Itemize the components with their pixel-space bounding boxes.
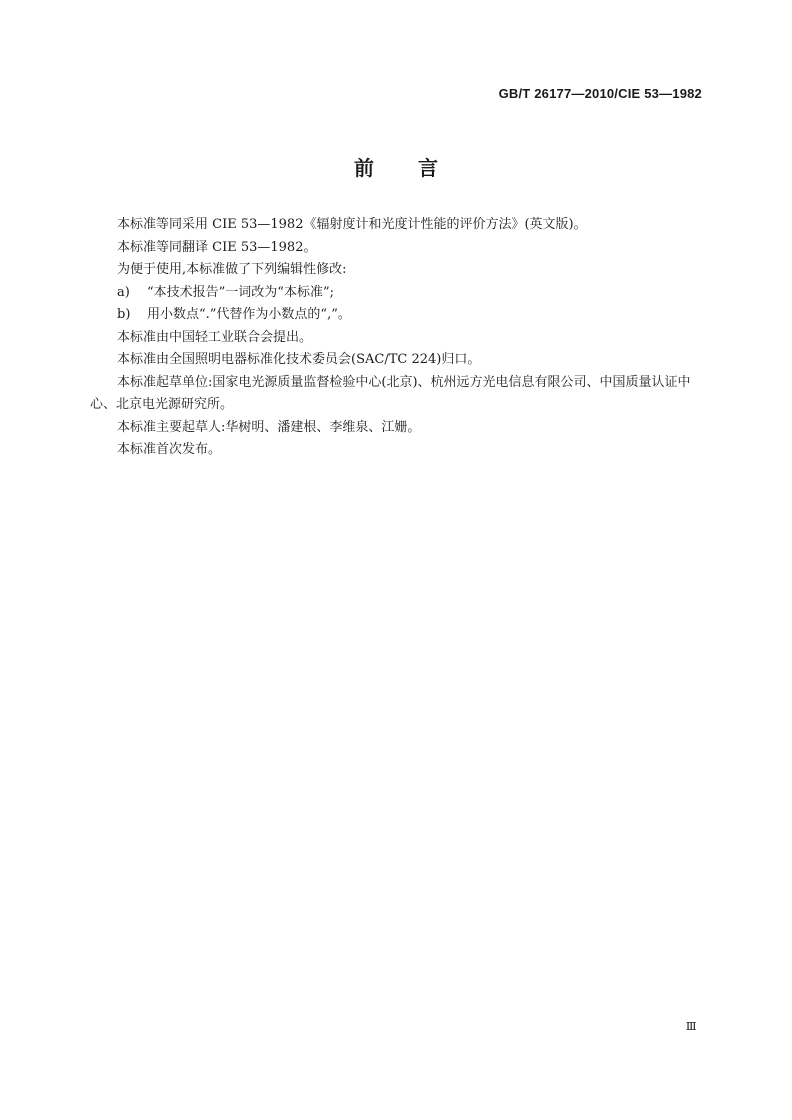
paragraph-first-release: 本标准首次发布。: [117, 442, 222, 457]
paragraph-proposed-by: 本标准由中国轻工业联合会提出。: [117, 329, 313, 345]
paragraph-drafting-units: 本标准起草单位:国家电光源质量监督检验中心(北京)、杭州远方光电信息有限公司、中国质量认证中心、北京电光源研究所。: [90, 374, 691, 412]
list-item: [90, 282, 702, 305]
list-item-text: 用小数点“.”代替作为小数点的“,”。: [147, 307, 351, 322]
paragraph-under-jurisdiction: 本标准由全国照明电器标准化技术委员会(SAC/TC 224)归口。: [117, 352, 481, 367]
list-item: [90, 304, 702, 327]
list-item-text: “本技术报告”一词改为“本标准”;: [147, 284, 334, 300]
document-code: GB/T 26177—2010/CIE 53—1982: [498, 86, 702, 101]
page-number: Ⅲ: [685, 1020, 696, 1033]
paragraph-drafters: 本标准主要起草人:华树明、潘建根、李维泉、江姗。: [117, 419, 421, 435]
page-title: 前言: [354, 156, 482, 180]
paragraph-edits-intro: 为便于使用,本标准做了下列编辑性修改:: [117, 262, 347, 277]
paragraph-adoption: 本标准等同采用 CIE 53—1982《辐射度计和光度计性能的评价方法》(英文版)。: [117, 217, 587, 232]
paragraph-translation: 本标准等同翻译 CIE 53—1982。: [117, 239, 317, 255]
foreword-body: [90, 214, 702, 462]
list-item-mark: b): [117, 307, 131, 322]
list-item-mark: a): [117, 284, 130, 300]
